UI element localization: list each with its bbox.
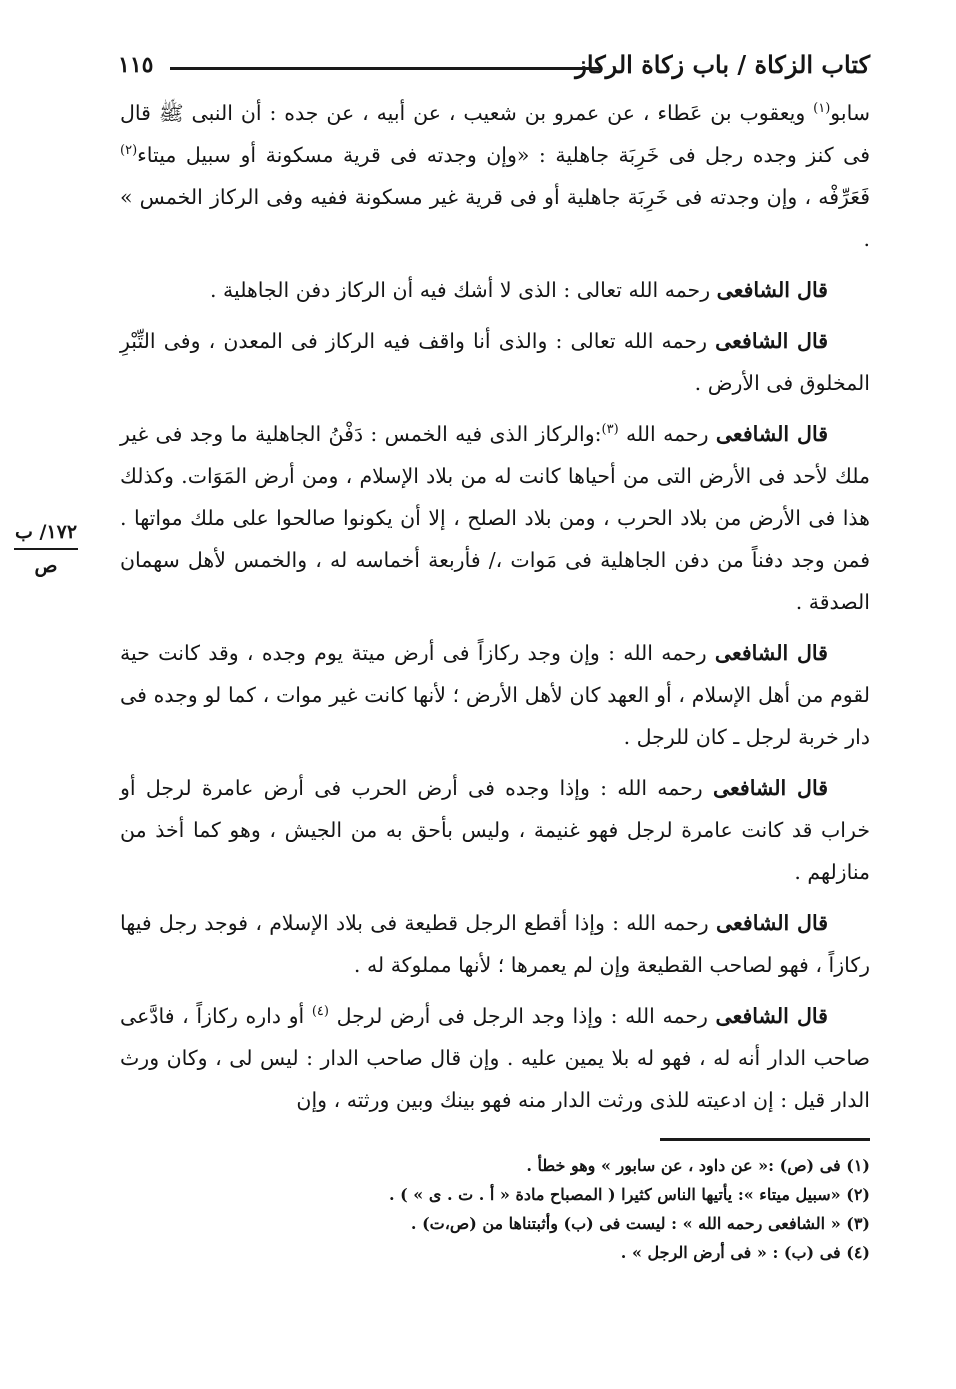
text-run: سابو [830,101,870,125]
footnote: (١) فى (ص) :« عن داود ، عن سابور » وهو خطأ . [526,1156,870,1175]
paragraph [120,902,870,986]
footnote-marker: (١) [813,101,831,117]
footnote-marker: (٢) [120,143,138,159]
chapter-title: كتاب الزكاة / باب زكاة الركاز [575,50,870,79]
speaker-label: قال الشافعى [714,641,828,665]
text-run: رحمه الله : وإذا وجد الرجل فى أرض لرجل [328,1004,716,1028]
speaker-label: قال الشافعى [715,1004,828,1028]
text-run: رحمه الله : وإذا أقطع الرجل قطيعة فى بلاد الإسلام ، فوجد رجل فيها ركازاً ، فهو لصاحب القطيعة وإن لم يعمرها ؛ لأنها مملوكة له . [120,911,870,977]
speaker-label: قال الشافعى [715,329,828,353]
footnote: (٤) فى (ب) : « فى أرض الرجل » . [620,1243,870,1262]
text-run: :والركاز الذى فيه الخمس : دَفْنُ الجاهلية ما وجد فى غير ملك لأحد فى الأرض التى من أحياها كانت له من بلاد الإسلام ، ومن أرض المَوَات. وكذلك هذا فى الأرض من بلاد الحرب ، ومن بلاد الصلح ، إلا أن يكونوا صالحوا على ملك مواتها . فمن وجد دفناً من دفن الجاهلية فى مَوات ،/ فأربعة أخماسه له ، والخمس لأهل سهمان الصدقة . [120,422,870,614]
paragraph [120,320,870,404]
paragraph [120,92,870,260]
main-text [120,92,870,1130]
header-rule [170,67,600,70]
page-number: ١١٥ [118,52,154,78]
text-run: أو داره ركازاً ، فادَّعى صاحب الدار أنه له ، فهو له بلا يمين عليه . وإن قال صاحب الدار : ليس لى ، وكان ورث الدار قيل : إن ادعيته للذى ورثت الدار منه فهو بينك وبين ورثته ، وإن [120,1004,870,1112]
manuscript-siglum: ص [34,555,58,577]
paragraph [120,767,870,893]
text-run: ويعقوب بن عَطاء ، عن عمرو بن شعيب ، عن أبيه ، عن جده : أن النبى ﷺ قال فى كنز وجده رجل فى خَرِبَة جاهلية : «وإن وجدته فى قرية مسكونة أو سبيل ميتاء [120,101,870,167]
text-run: رحمه الله تعالى : والذى أنا واقف فيه الركاز فى المعدن ، وفى التِّبْرِ المخلوق فى الأرض . [120,329,870,395]
footnotes [150,1151,870,1267]
paragraph [120,269,870,311]
footnote: (٢) «سبيل ميتاء »: يأتيها الناس كثيرا ( المصباح مادة « أ . ت . ى » ) . [389,1185,870,1204]
paragraph [120,413,870,623]
text-run: رحمه الله [618,422,716,446]
footnote-marker: (٣) [601,422,619,438]
text-run: رحمه الله : وإذا وجده فى أرض الحرب فى أرض عامرة لرجل أو خراب قد كانت عامرة لرجل فهو غنيمة ، وليس بأحق به من الجيش ، وهو كما أخذ من منازلهم . [120,776,870,884]
text-run: فَعَرِّفْه ، وإن وجدته فى خَرِبَة جاهلية أو فى قرية غير مسكونة ففيه وفى الركاز الخمس » . [120,185,870,251]
speaker-label: قال الشافعى [715,911,828,935]
text-run: رحمه الله : وإن وجد ركازاً فى أرض ميتة يوم وجده ، وقد كانت حية لقوم من أهل الإسلام ، أو العهد كان لأهل الأرض ؛ لأنها كانت غير موات ، كما لو وجده فى دار خربة لرجل ـ كان للرجل . [120,641,870,749]
speaker-label: قال الشافعى [715,422,828,446]
folio-rule [14,548,78,550]
footnote-marker: (٤) [311,1004,329,1020]
footnote-rule [660,1138,870,1141]
footnote: (٣) « الشافعى رحمه الله » : ليست فى (ب) وأثبتناها من (ص،ت) . [410,1214,870,1233]
folio-reference: ١٧٢/ ب [14,521,78,543]
paragraph [120,995,870,1121]
running-header [118,46,870,86]
manuscript-folio-note [6,518,86,580]
paragraph [120,632,870,758]
text-run: رحمه الله تعالى : الذى لا أشك فيه أن الركاز دفن الجاهلية . [210,278,717,302]
speaker-label: قال الشافعى [712,776,828,800]
speaker-label: قال الشافعى [716,278,828,302]
